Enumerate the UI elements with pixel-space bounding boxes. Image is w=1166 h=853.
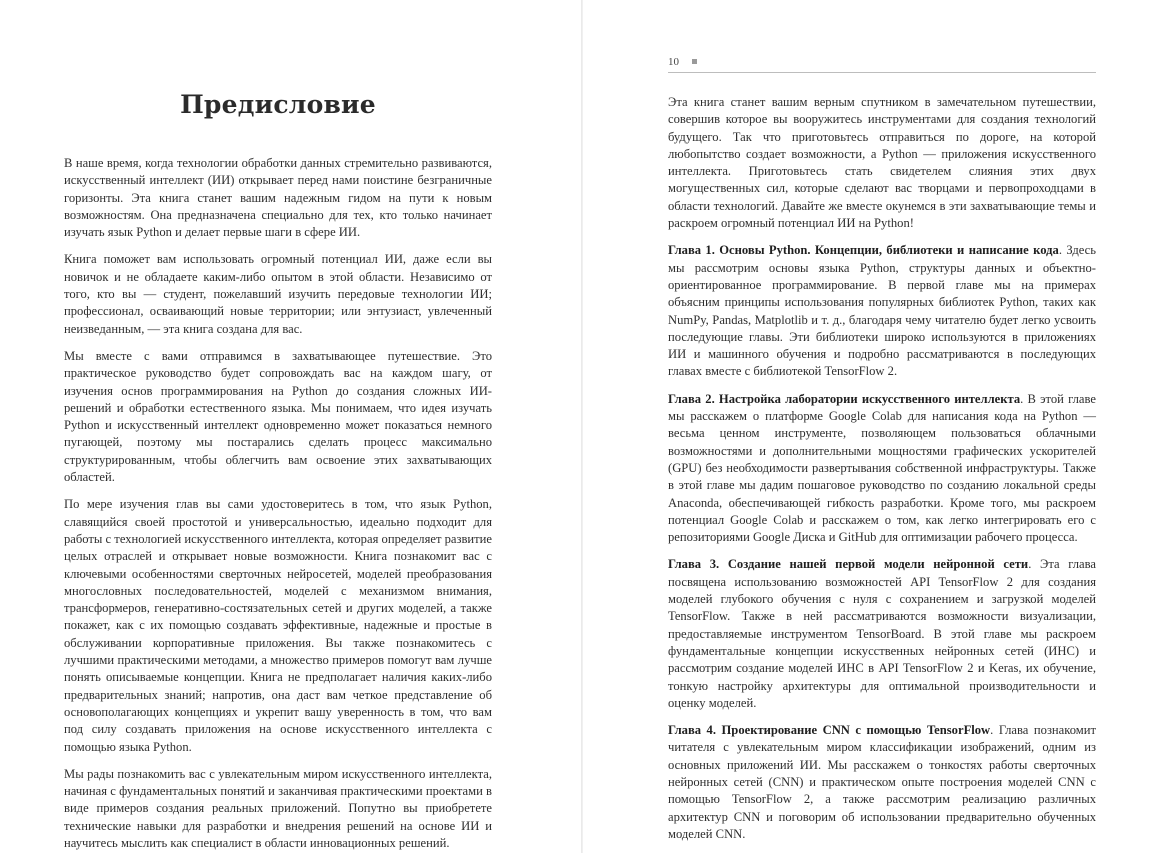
- right-page: [584, 0, 1166, 853]
- preface-paragraph-2: Книга поможет вам использовать огромный потенциал ИИ, даже если вы новичок и не обладаете каким-либо опытом в этой области. Независимо от того, кто вы — студент, пожелавший изучить передовые технологии ИИ; профессионал, осваивающий новые территории; или энтузиаст, увлеченный неизведанным, — эта книга создана для вас.: [64, 252, 492, 336]
- preface-paragraph-4: По мере изучения глав вы сами удостоверитесь в том, что язык Python, славящийся своей простотой и универсальностью, идеально подходит для работы с технологией искусственного интеллекта, которая определяет развитие целых отраслей и открывает новые возможности. Книга познакомит вас с ключевыми особенностями сверточных нейросетей, моделей преобразования многословных последовательностей, моделей с механизмом внимания, трансформеров, генеративно-состязательных сетей и других моделей, а также покажет, как с их помощью создавать эффективные, надежные и простые в обслуживании корпоративные приложения. Вы также познакомитесь с лучшими практическими методами, а множество примеров помогут вам лучше понять описываемые концепции. Книга не предполагает наличия каких-либо предварительных знаний; напротив, она даст вам четкое представление об основополагающих концепциях и укрепит вашу уверенность в том, что вам под силу создавать приложения на основе искусственного интеллекта с помощью языка Python.: [64, 497, 492, 754]
- left-page: [0, 0, 582, 853]
- chapter-summary-4: [668, 722, 1096, 843]
- page-number: 10: [668, 56, 679, 68]
- chapter-title: Предисловие: [180, 90, 376, 119]
- chapter-summary-1: [668, 242, 1096, 380]
- intro-paragraph: Эта книга станет вашим верным спутником в замечательном путешествии, совершив которое вы вооружитесь инструментами для создания технологий будущего. Так что приготовьтесь отправиться по дороге, на которой любопытство создает возможности, а Python — приложения искусственного интеллекта. Приготовьтесь стать свидетелем слияния этих двух могущественных сил, которые сделают вас творцами и первопроходцами в области технологий. Давайте же вместе окунемся в эти захватывающие темы и раскроем огромный потенциал ИИ на Python!: [668, 95, 1096, 231]
- header-square-icon: [692, 59, 697, 64]
- preface-paragraph-1: В наше время, когда технологии обработки данных стремительно развиваются, искусственный интеллект (ИИ) открывает перед нами поистине безграничные горизонты. Эта книга станет вашим надежным гидом на пути к новым возможностям. Она предназначена специально для тех, кто только начинает изучать язык Python и делает первые шаги в сфере ИИ.: [64, 156, 492, 240]
- chapter-heading-2: Глава 2. Настройка лаборатории искусственного интеллекта: [668, 391, 1021, 406]
- chapter-summary-3: [668, 556, 1096, 712]
- chapter-summary-2: [668, 391, 1096, 547]
- chapter-text-3: . Эта глава посвящена использованию возможностей API TensorFlow 2 для создания моделей глубокого обучения с нуля с сохранением и загрузкой моделей TensorFlow. Также в ней рассматриваются возможности визуализации, предоставляемые инструментом TensorBoard. В этой главе мы раскроем фундаментальные концепции искусственных нейронных сетей (ИНС) и рассмотрим создание моделей ИНС в API TensorFlow 2 и Keras, их обучение, тонкую настройку архитектуры для оптимальной производительности и оценку моделей.: [668, 557, 1096, 710]
- chapter-heading-1: Глава 1. Основы Python. Концепции, библиотеки и написание кода: [668, 243, 1059, 258]
- chapter-text-4: . Глава познакомит читателя с увлекательным миром классификации изображений, одним из основных приложений ИИ. Мы расскажем о тонкостях работы сверточных нейронных сетей (CNN) и практическом опыте построения моделей CNN с помощью TensorFlow 2, а также рассмотрим реализацию различных архитектур CNN и поговорим об использовании предварительно обученных моделей CNN.: [668, 723, 1096, 841]
- header-rule: [668, 72, 1096, 73]
- right-page-body: [668, 94, 1096, 853]
- book-gutter: [581, 0, 583, 853]
- preface-paragraph-5: Мы рады познакомить вас с увлекательным миром искусственного интеллекта, начиная с фундаментальных понятий и заканчивая практическими проектами в виде примеров создания реальных приложений. Попутно вы приобретете технические навыки для разработки и внедрения решений на основе ИИ и научитесь мыслить как специалист в области инновационных решений.: [64, 766, 492, 850]
- chapter-text-1: . Здесь мы рассмотрим основы языка Python, структуры данных и объектно-ориентированное программирование. В первой главе мы на примерах объясним принципы использования популярных библиотек Python, таких как NumPy, Pandas, Matplotlib и т. д., благодаря чему читателю будет легко усвоить последующие главы. Эти библиотеки широко используются в приложениях ИИ и машинного обучения и подробно рассматриваются в последующих главах вместе с библиотекой TensorFlow 2.: [668, 243, 1096, 379]
- chapter-text-2: . В этой главе мы расскажем о платформе Google Colab для написания кода на Python — весьма ценном инструменте, позволяющем пользоваться облачными возможностями и дополнительными мощностями графических ускорителей (GPU) без необходимости развертывания собственной инфраструктуры. Также в этой главе мы дадим пошаговое руководство по созданию локальной среды Anaconda, обеспечивающей гибкость разработки. Кроме того, мы раскроем потенциал Google Colab и расскажем о том, как легко интегрировать его с репозиториями Google Диска и GitHub для оптимизации рабочего процесса.: [668, 391, 1096, 545]
- chapter-heading-3: Глава 3. Создание нашей первой модели нейронной сети: [668, 557, 1029, 572]
- left-page-body: [64, 155, 492, 853]
- chapter-heading-4: Глава 4. Проектирование CNN с помощью TensorFlow: [668, 723, 991, 738]
- preface-paragraph-3: Мы вместе с вами отправимся в захватывающее путешествие. Это практическое руководство будет сопровождать вас на каждом шагу, от изучения основ программирования на Python до создания сложных ИИ-решений и обработки естественного языка. Мы понимаем, что идея изучать Python и искусственный интеллект одновременно может показаться немного пугающей, поэтому мы постарались сделать процесс максимально структурированным, чтобы облегчить вам освоение этих захватывающих областей.: [64, 348, 492, 485]
- running-header: [668, 56, 1096, 70]
